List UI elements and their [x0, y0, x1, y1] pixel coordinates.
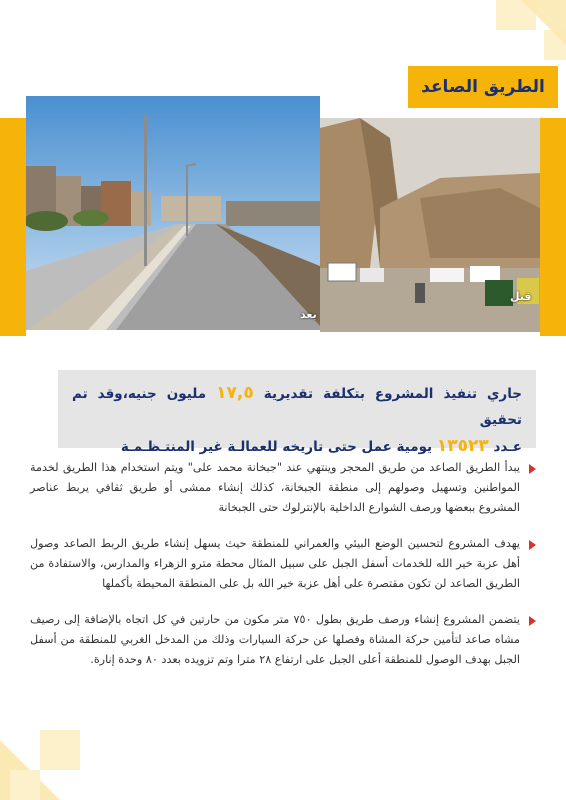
list-item: [30, 534, 536, 594]
before-label: قبل: [510, 290, 532, 303]
summary-text: يومية عمل حتى تاريخه للعمالـة غير المنتـظـمـة: [120, 439, 433, 455]
bullet-arrow-icon: [529, 540, 536, 550]
summary-text: جاري تنفيذ المشروع بتكلفة تقديرية: [263, 386, 522, 402]
cost-value: ١٧,٥: [216, 383, 254, 403]
bullet-text: يبدأ الطريق الصاعد من طريق المحجر وينتهي عند "جبخانة محمد على" ويتم استخدام هذا الطريق لخدمة المواطنين وتسهيل وصولهم إلى منطقة الجبخانة، كذلك إنشاء ممشى أو طريق ثقافي يربط عناصر المشروع ببعضها ورصف الشوارع الداخلية بالإنترلوك حتى الجبخانة: [30, 461, 520, 514]
after-label: بعد: [300, 308, 317, 321]
after-photo-image: [26, 96, 320, 330]
list-item: [30, 610, 536, 670]
bullet-arrow-icon: [529, 616, 536, 626]
bullet-list: [30, 458, 536, 686]
decor-square: [40, 730, 80, 770]
yellow-side-strip: [0, 118, 26, 336]
days-value: ١٣٥٢٣: [436, 436, 489, 456]
bullet-text: يهدف المشروع لتحسين الوضع البيئي والعمراني للمنطقة حيث يسهل إنشاء طريق الربط الصاعد وصول أهل عزبة خير الله للخدمات أسفل الجبل على سبيل المثال محطة مترو الزهراء والمدارس، والاستفادة من الطريق الصاعد لن تكون مقتصرة على أهل عزبة خير الله بل على المنطقة المحيطة بأكملها: [30, 537, 520, 590]
summary-box: [58, 370, 536, 456]
bullet-arrow-icon: [529, 464, 536, 474]
summary-text: عـدد: [493, 439, 522, 455]
list-item: [30, 458, 536, 518]
summary-line-2: [72, 433, 522, 460]
decor-triangle: [521, 0, 566, 45]
section-title: الطريق الصاعد: [408, 66, 558, 108]
yellow-side-strip: [540, 118, 566, 336]
decor-square: [10, 770, 40, 800]
summary-line-1: [72, 380, 522, 433]
before-photo: [320, 118, 540, 332]
summary-text: مليون جنيه،وقد تم تحقيق: [72, 386, 522, 428]
after-photo: [26, 96, 320, 330]
bullet-text: يتضمن المشروع إنشاء ورصف طريق بطول ٧٥٠ متر مكون من حارتين في كل اتجاه بالإضافة إلى رصيف مشاه صاعد لتأمين حركة المشاة وفصلها عن حركة السيارات وذلك من المدخل الغربي للمنطقة من أسفل الجبل بهدف الوصول للمنطقة أعلى الجبل على ارتفاع ٢٨ مترا وتم تزويده بعدد ٨٠ وحدة إنارة.: [30, 613, 520, 666]
before-photo-image: [320, 118, 540, 332]
